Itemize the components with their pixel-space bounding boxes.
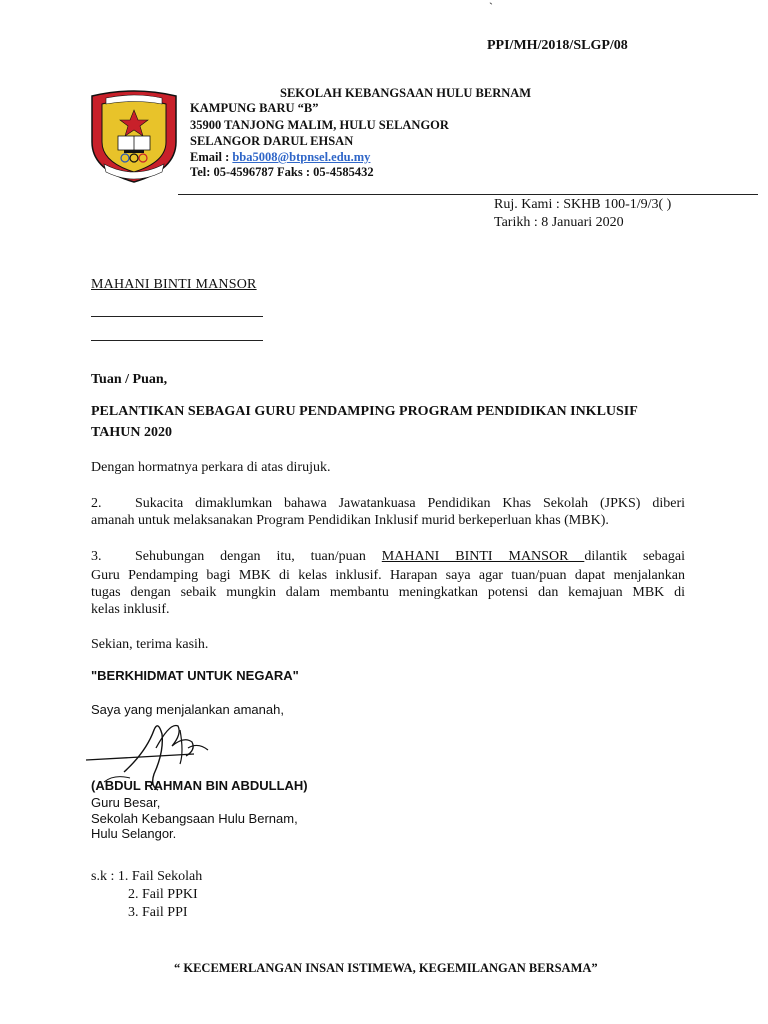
recipient-address-blank-2: [91, 340, 263, 341]
cc-line-1: s.k : 1. Fail Sekolah: [91, 869, 203, 884]
paragraph-3-line-4: kelas inklusif.: [91, 602, 170, 617]
paragraph-3-number: 3.: [91, 549, 102, 564]
signatory-role: Guru Besar,: [91, 795, 161, 810]
email-line: [190, 150, 370, 165]
service-motto: "BERKHIDMAT UNTUK NEGARA": [91, 668, 299, 683]
signoff-phrase: Saya yang menjalankan amanah,: [91, 702, 284, 717]
closing-remark: Sekian, terima kasih.: [91, 637, 209, 652]
paragraph-2-line-1: [91, 496, 685, 512]
paragraph-2-line-2: amanah untuk melaksanakan Program Pendidikan Inklusif murid berkeperluan khas (MBK).: [91, 513, 609, 528]
paragraph-3-appointee-name: MAHANI BINTI MANSOR: [381, 549, 585, 564]
signatory-school: Sekolah Kebangsaan Hulu Bernam,: [91, 811, 298, 826]
subject-line-2: TAHUN 2020: [91, 425, 173, 440]
letterhead-divider: [178, 194, 758, 195]
cc-line-2: 2. Fail PPKI: [128, 887, 198, 902]
paragraph-3-line-2: Guru Pendamping bagi MBK di kelas inklusif. Harapan saya agar tuan/puan dapat menjalankan: [91, 568, 685, 583]
document-reference-code: PPI/MH/2018/SLGP/08: [487, 38, 628, 53]
email-label: Email :: [190, 150, 230, 164]
paragraph-2-number: 2.: [91, 496, 102, 511]
signatory-name: (ABDUL RAHMAN BIN ABDULLAH): [91, 778, 308, 793]
subject-line-1: PELANTIKAN SEBAGAI GURU PENDAMPING PROGRAM PENDIDIKAN INKLUSIF: [91, 404, 638, 419]
paragraph-2-text-1: Sukacita dimaklumkan bahawa Jawatankuasa Pendidikan Khas Sekolah (JPKS) diberi: [135, 496, 685, 511]
paragraph-3-line-3: tugas dengan sebaik mungkin dalam membantu meningkatkan potensi dan kemajuan MBK di: [91, 585, 685, 600]
paragraph-1: Dengan hormatnya perkara di atas dirujuk.: [91, 460, 331, 475]
paragraph-3-outro: dilantik sebagai: [584, 549, 685, 564]
salutation: Tuan / Puan,: [91, 372, 168, 387]
recipient-address-blank-1: [91, 316, 263, 317]
paragraph-3-line-1: [91, 549, 685, 565]
school-name: SEKOLAH KEBANGSAAN HULU BERNAM: [280, 86, 532, 100]
school-crest-logo: [88, 90, 180, 184]
letter-date: Tarikh : 8 Januari 2020: [494, 215, 624, 230]
address-line-1: KAMPUNG BARU “B”: [190, 101, 319, 115]
reference-number: Ruj. Kami : SKHB 100-1/9/3( ): [494, 197, 672, 212]
phone-fax-line: Tel: 05-4596787 Faks : 05-4585432: [190, 165, 374, 179]
footer-motto: “ KECEMERLANGAN INSAN ISTIMEWA, KEGEMILANGAN BERSAMA”: [174, 961, 598, 975]
address-line-3: SELANGOR DARUL EHSAN: [190, 134, 354, 148]
email-link[interactable]: bba5008@btpnsel.edu.my: [232, 150, 371, 164]
signatory-district: Hulu Selangor.: [91, 826, 177, 841]
top-mark: `: [489, 0, 493, 14]
recipient-name: MAHANI BINTI MANSOR: [91, 277, 257, 292]
paragraph-3-intro: Sehubungan dengan itu, tuan/puan: [135, 549, 366, 564]
cc-line-3: 3. Fail PPI: [128, 905, 188, 920]
address-line-2: 35900 TANJONG MALIM, HULU SELANGOR: [190, 118, 449, 132]
